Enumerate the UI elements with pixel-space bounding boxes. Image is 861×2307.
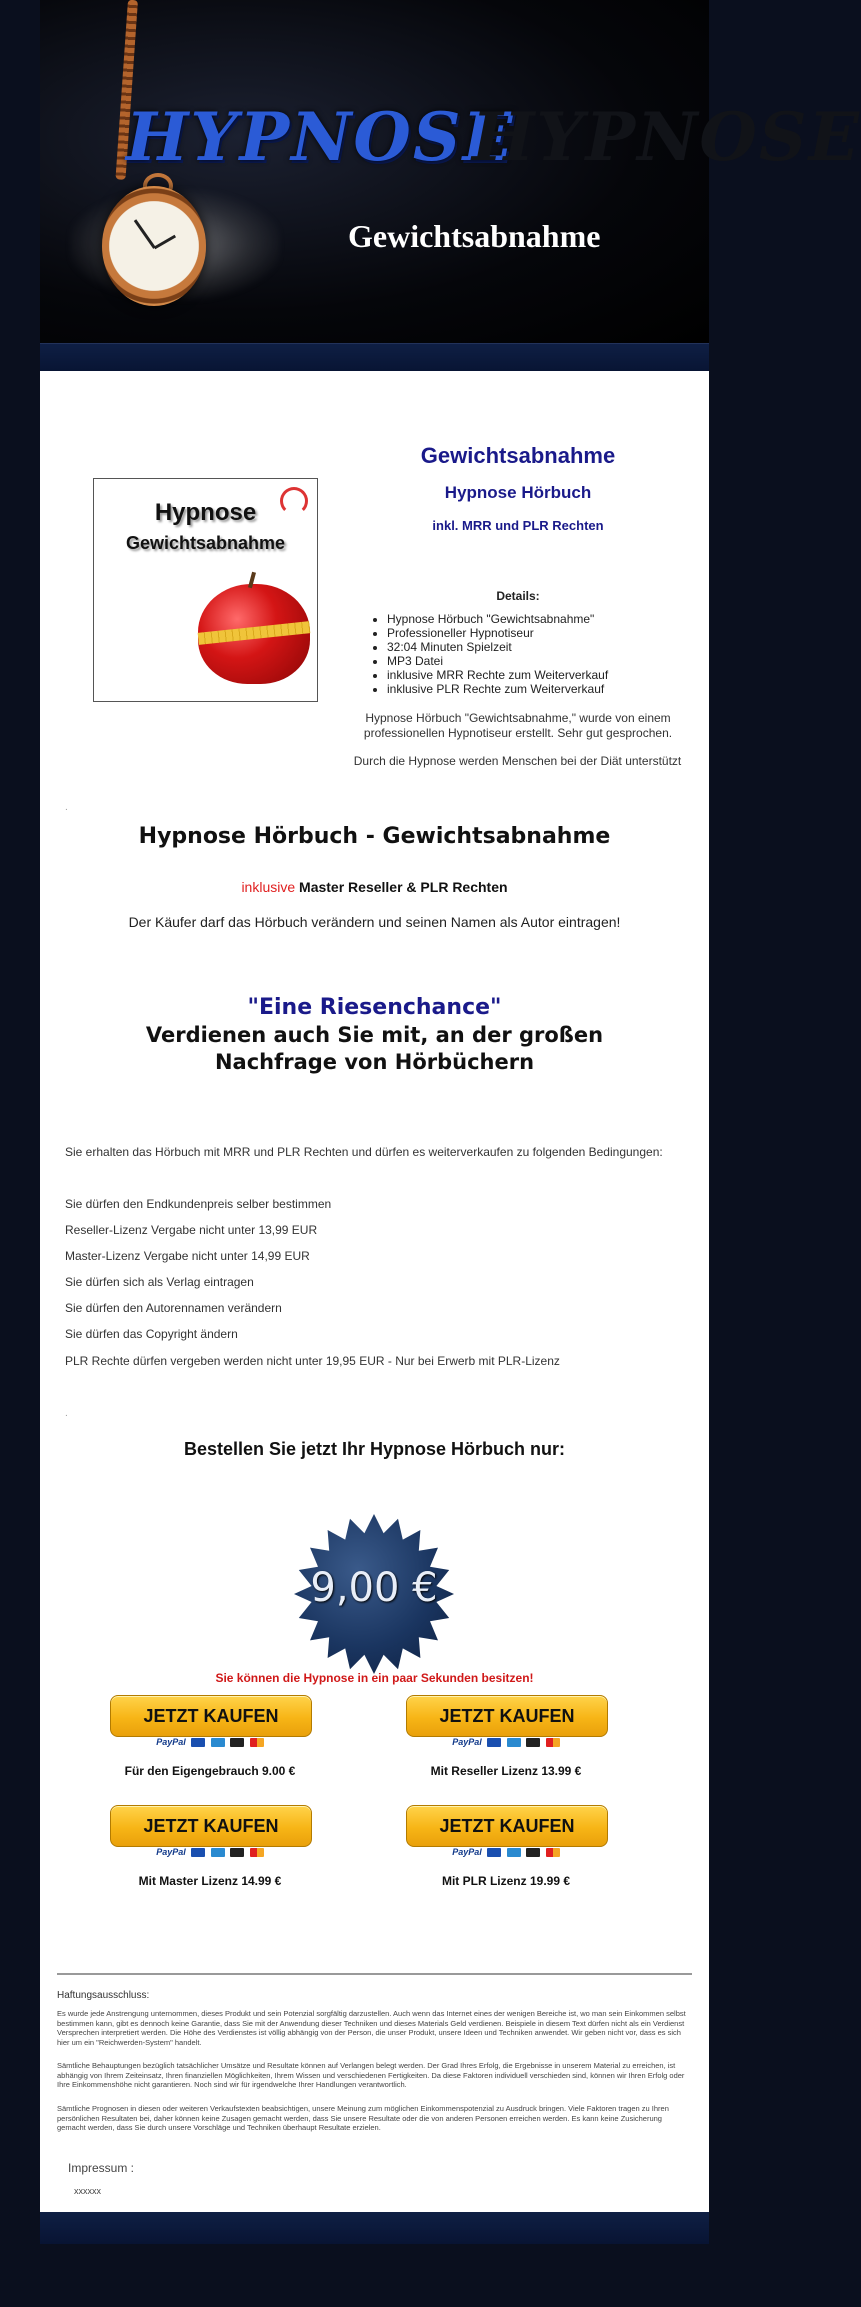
offer-headline: Hypnose Hörbuch - Gewichtsabnahme	[138, 824, 611, 849]
payment-methods	[406, 1847, 606, 1861]
amex-card-icon	[211, 1848, 225, 1857]
impressum-label: Impressum :	[68, 2161, 135, 2175]
disclaimer-paragraph: Es wurde jede Anstrengung unternommen, dieses Produkt und sein Potenzial sorgfältig darzustellen. Auch wenn das Internet eines der wenigen Bereiche ist, wo man sein Einkommen selbst bestimmen kann, gibt es dennoch keine Garantie, dass Sie mit der Anwendung dieser Techniken und dieses Materials Geld verdienen. Beispiele in diesem Text dürfen nicht als ein Verdienst Versprechen interpretiert werden. Die Höhe des Verdienstes ist völlig abhängig von der Person, die unser Produkt, unsere Ideen und Techniken anwendet. Wir geben nicht vor, dass es sich hier um ein "Reichwerden-System" handelt.	[57, 2009, 686, 2047]
details-item: • Hypnose Hörbuch "Gewichtsabnahme"	[387, 612, 608, 626]
inclusive-rights: Master Reseller & PLR Rechten	[295, 879, 508, 895]
visa-card-icon	[191, 1738, 205, 1747]
product-image-title: Hypnose	[154, 499, 257, 526]
product-description-2: Durch die Hypnose werden Menschen bei der Diät unterstützt	[353, 754, 682, 768]
price-caption: Mit Master Lizenz 14.99 €	[138, 1874, 282, 1888]
header-banner	[40, 0, 861, 343]
order-heading: Bestellen Sie jetzt Ihr Hypnose Hörbuch nur:	[183, 1439, 566, 1459]
paypal-logo: PayPal	[452, 1847, 482, 1857]
disclaimer-paragraph: Sämtliche Prognosen in diesen oder weiteren Verkaufstexten beabsichtigen, unsere Meinung zum möglichen Einkommenspotenzial zu Ausdruck bringen. Viele Faktoren tragen zu Ihren persönlichen Resultaten bei, daher können keine Zusagen gemacht werden, dass Sie unsere Resultate oder die von anderen Personen erreichen werden. Es kann keine Zusicherung gemacht werden, dass Sie durch unsere Vorschläge und Techniken überhaupt Resultate erzielen.	[57, 2104, 669, 2132]
details-item: • Professioneller Hypnotiseur	[387, 626, 608, 640]
separator-dot: .	[65, 802, 68, 813]
headphones-icon	[280, 487, 308, 515]
product-image-subtitle: Gewichtsabnahme	[125, 533, 286, 553]
product-rights: inkl. MRR und PLR Rechten	[432, 518, 604, 533]
header-title: HYPNOSE	[126, 98, 515, 176]
footer-bar	[40, 2212, 709, 2244]
paypal-logo: PayPal	[156, 1737, 186, 1747]
buy-button-reseller[interactable]: JETZT KAUFEN	[406, 1695, 608, 1737]
payment-methods	[110, 1737, 310, 1751]
disclaimer-title: Haftungsausschluss:	[57, 1990, 150, 2001]
product-description: Hypnose Hörbuch "Gewichtsabnahme," wurde von einem professionellen Hypnotiseur erstellt. Sehr gut gesprochen.	[363, 711, 673, 740]
inclusive-label: inklusive	[241, 879, 296, 895]
mastercard-icon	[546, 1738, 560, 1747]
main-content	[40, 371, 709, 2212]
condition-item: Sie dürfen das Copyright ändern	[65, 1327, 238, 1341]
product-subheading: Hypnose Hörbuch	[444, 483, 592, 502]
mastercard-icon	[250, 1738, 264, 1747]
header-subtitle: Gewichtsabnahme	[348, 218, 601, 254]
fast-note: Sie können die Hypnose in ein paar Sekunden besitzen!	[215, 1671, 534, 1685]
buy-button-master[interactable]: JETZT KAUFEN	[110, 1805, 312, 1847]
payment-methods	[110, 1847, 310, 1861]
details-item: • inklusive PLR Rechte zum Weiterverkauf	[387, 682, 608, 696]
paypal-logo: PayPal	[156, 1847, 186, 1857]
earn-heading: Verdienen auch Sie mit, an der großen Nachfrage von Hörbüchern	[145, 1023, 604, 1074]
header-title-reflection: HYPNOSE	[472, 98, 861, 176]
offer-inclusive	[40, 879, 709, 895]
disclaimer-paragraph: Sämtliche Behauptungen bezüglich tatsächlicher Umsätze und Resultate können auf Verlangen belegt werden. Der Grad Ihres Erfolg, die Ergebnisse in unserem Material zu erreichen, ist abhängig von Ihrem Zeiteinsatz, Ihren finanziellen Möglichkeiten, Ihrem Wissen und verschiedenen Fertigkeiten. Da diese Faktoren individuell verschieden sind, können wir Ihren Erfolg oder Ihre Einkommenshöhe nicht garantieren. Noch sind wir für irgendwelche Ihrer Handlungen verantwortlich.	[57, 2061, 685, 2089]
price-caption: Mit Reseller Lizenz 13.99 €	[430, 1764, 582, 1778]
details-list	[372, 612, 608, 696]
product-heading: Gewichtsabnahme	[420, 443, 616, 468]
mastercard-icon	[250, 1848, 264, 1857]
card-icon	[230, 1738, 244, 1747]
card-icon	[526, 1848, 540, 1857]
amex-card-icon	[507, 1738, 521, 1747]
condition-item: Reseller-Lizenz Vergabe nicht unter 13,99 EUR	[65, 1223, 318, 1237]
visa-card-icon	[487, 1848, 501, 1857]
chance-heading: "Eine Riesenchance"	[247, 995, 502, 1020]
condition-item: Sie dürfen den Autorennamen verändern	[65, 1301, 282, 1315]
payment-methods	[406, 1737, 606, 1751]
details-label: Details:	[496, 589, 540, 603]
amex-card-icon	[211, 1738, 225, 1747]
paypal-logo: PayPal	[452, 1737, 482, 1747]
condition-item: Sie dürfen den Endkundenpreis selber bestimmen	[65, 1197, 332, 1211]
amex-card-icon	[507, 1848, 521, 1857]
buyer-note: Der Käufer darf das Hörbuch verändern und seinen Namen als Autor eintragen!	[128, 914, 621, 930]
details-item: • inklusive MRR Rechte zum Weiterverkauf	[387, 668, 608, 682]
divider	[57, 1973, 692, 1975]
page	[40, 0, 861, 2307]
condition-item: PLR Rechte dürfen vergeben werden nicht unter 19,95 EUR - Nur bei Erwerb mit PLR-Lizenz	[65, 1354, 560, 1368]
product-image	[93, 478, 318, 702]
price-caption: Mit PLR Lizenz 19.99 €	[441, 1874, 571, 1888]
card-icon	[230, 1848, 244, 1857]
details-item: • 32:04 Minuten Spielzeit	[387, 640, 608, 654]
impressum-value: xxxxxx	[74, 2186, 101, 2196]
mastercard-icon	[546, 1848, 560, 1857]
buy-button-personal[interactable]: JETZT KAUFEN	[110, 1695, 312, 1737]
price-caption: Für den Eigengebrauch 9.00 €	[124, 1764, 296, 1778]
separator-dot: .	[65, 1408, 68, 1419]
buy-button-plr[interactable]: JETZT KAUFEN	[406, 1805, 608, 1847]
top-navbar	[40, 343, 709, 372]
price-badge-text: 9,00 €	[310, 1565, 438, 1611]
card-icon	[526, 1738, 540, 1747]
condition-item: Sie dürfen sich als Verlag eintragen	[65, 1275, 254, 1289]
condition-item: Master-Lizenz Vergabe nicht unter 14,99 EUR	[65, 1249, 310, 1263]
visa-card-icon	[487, 1738, 501, 1747]
visa-card-icon	[191, 1848, 205, 1857]
conditions-intro: Sie erhalten das Hörbuch mit MRR und PLR Rechten und dürfen es weiterverkaufen zu folgenden Bedingungen:	[65, 1145, 663, 1159]
details-item: • MP3 Datei	[387, 654, 608, 668]
